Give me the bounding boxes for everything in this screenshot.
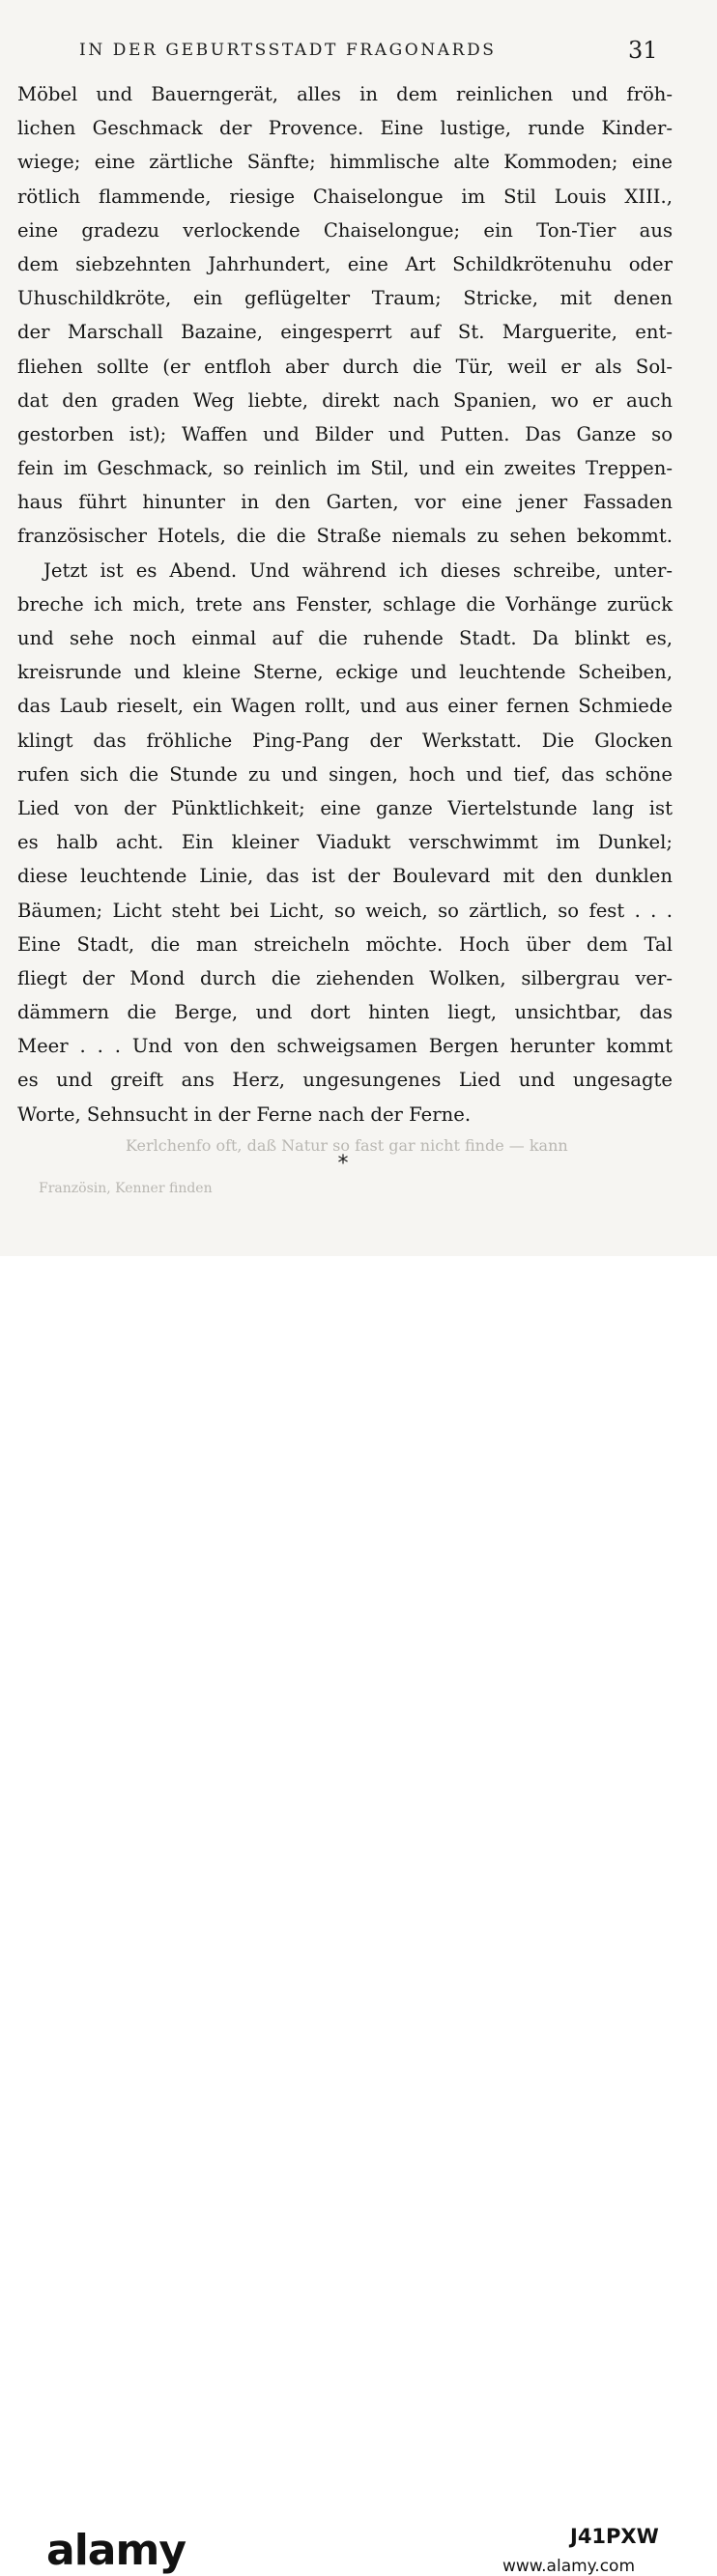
text-line: Lied von der Pünktlichkeit; eine ganze Viertelstunde lang ist [17, 796, 673, 819]
text-line: rötlich flammende, riesige Chaiselongue im Stil Louis XIII., [17, 185, 673, 208]
running-head [0, 37, 717, 66]
text-line: Bäumen; Licht steht bei Licht, so weich, so zärtlich, so fest . . . [17, 899, 673, 922]
text-line: es und greift ans Herz, ungesungenes Lied und ungesagte [17, 1069, 673, 1092]
text-line: Möbel und Bauerngerät, alles in dem reinlichen und fröh- [17, 83, 673, 105]
body-text [17, 77, 673, 1131]
text-line: fliehen sollte (er entfloh aber durch die Tür, weil er als Sol- [17, 355, 673, 378]
text-line: klingt das fröhliche Ping-Pang der Werkstatt. Die Glocken [17, 729, 673, 752]
text-line: dat den graden Weg liebte, direkt nach Spanien, wo er auch [17, 388, 673, 412]
text-line: fliegt der Mond durch die ziehenden Wolken, silbergrau ver- [17, 966, 673, 989]
text-line: das Laub rieselt, ein Wagen rollt, und aus einer fernen Schmiede [17, 695, 673, 718]
text-line: es halb acht. Ein kleiner Viadukt verschwimmt im Dunkel; [17, 831, 673, 854]
bleed-through-text: Französin, Kenner finden [39, 1181, 213, 1196]
alamy-logo: alamy [46, 2526, 186, 2575]
bleed-through-text: Kerlchenfo oft, daß Natur so fast gar nicht finde — kann [126, 1136, 568, 1155]
text-line: breche ich mich, trete ans Fenster, schlage die Vorhänge zurück [17, 592, 673, 615]
text-line: lichen Geschmack der Provence. Eine lustige, runde Kinder- [17, 117, 673, 140]
text-line: dämmern die Berge, und dort hinten liegt, unsichtbar, das [17, 1001, 673, 1024]
text-line: der Marschall Bazaine, eingesperrt auf St. Marguerite, ent- [17, 321, 673, 344]
text-line: Eine Stadt, die man streicheln möchte. Hoch über dem Tal [17, 932, 673, 956]
text-line: haus führt hinunter in den Garten, vor eine jener Fassaden [17, 491, 673, 514]
page-number: 31 [628, 37, 658, 64]
text-line: Meer . . . Und von den schweigsamen Bergen herunter kommt [17, 1035, 673, 1058]
text-line: wiege; eine zärtliche Sänfte; himmlische alte Kommoden; eine [17, 151, 673, 174]
text-line: Uhuschildkröte, ein geflügelter Traum; Stricke, mit denen [17, 287, 673, 310]
text-line: französischer Hotels, die die Straße niemals zu sehen bekommt. [17, 525, 673, 548]
asterisk-ornament: * [337, 1152, 349, 1176]
image-id: J41PXW [570, 2525, 659, 2548]
text-line: gestorben ist); Waffen und Bilder und Putten. Das Ganze so [17, 422, 673, 445]
watermark-bar [0, 1256, 717, 2576]
text-line: diese leuchtende Linie, das ist der Boulevard mit den dunklen [17, 865, 673, 888]
text-line: fein im Geschmack, so reinlich im Stil, und ein zweites Treppen- [17, 457, 673, 480]
text-line: rufen sich die Stunde zu und singen, hoch und tief, das schöne [17, 762, 673, 786]
text-line: Jetzt ist es Abend. Und während ich dieses schreibe, unter- [43, 558, 673, 582]
text-line: und sehe noch einmal auf die ruhende Stadt. Da blinkt es, [17, 627, 673, 649]
book-page [0, 0, 717, 1256]
text-line: eine gradezu verlockende Chaiselongue; ein Ton-Tier aus [17, 218, 673, 242]
text-line: kreisrunde und kleine Sterne, eckige und leuchtende Scheiben, [17, 661, 673, 684]
site-url: www.alamy.com [502, 2557, 636, 2576]
text-line: Worte, Sehnsucht in der Ferne nach der Ferne. [17, 1102, 472, 1126]
text-line: dem siebzehnten Jahrhundert, eine Art Schildkrötenuhu oder [17, 252, 673, 275]
running-title: IN DER GEBURTSSTADT FRAGONARDS [79, 41, 497, 60]
